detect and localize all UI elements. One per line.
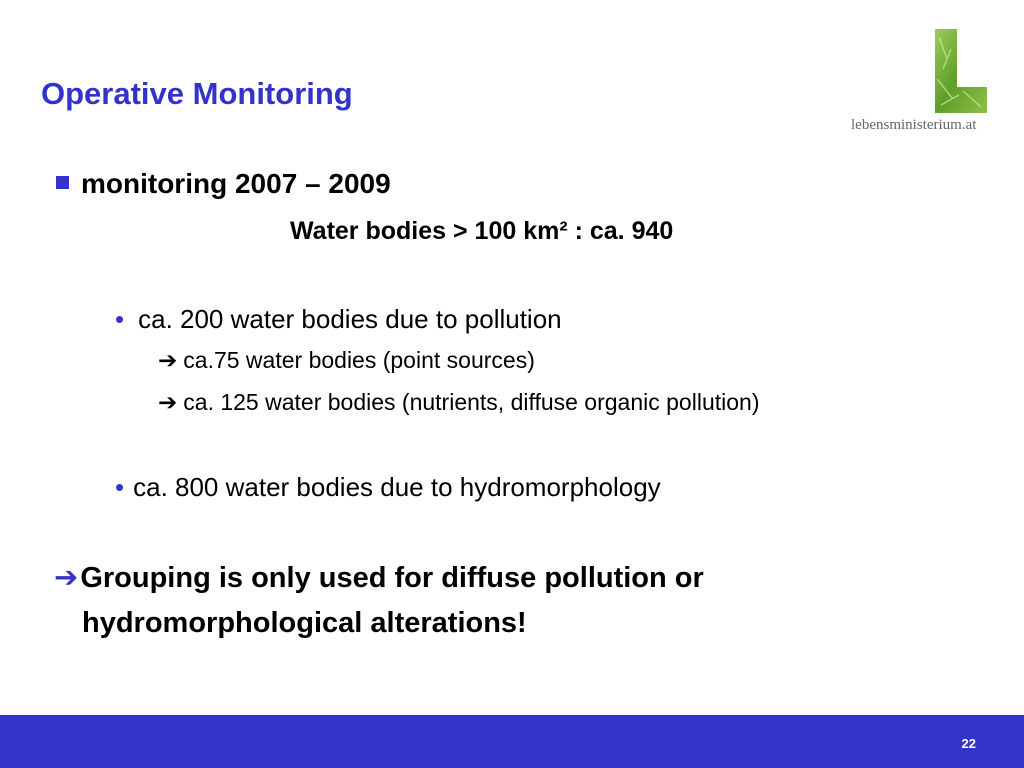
green-l-logo-icon bbox=[933, 29, 989, 113]
heading-text: monitoring 2007 – 2009 bbox=[81, 168, 391, 199]
logo-text: lebensministerium.at bbox=[851, 117, 977, 133]
right-arrow-icon: ➔ bbox=[158, 389, 178, 415]
sub-item-text: ca. 125 water bodies (nutrients, diffuse organic pollution) bbox=[183, 389, 760, 415]
sub-item-text: ca.75 water bodies (point sources) bbox=[183, 347, 535, 373]
bullet-item-pollution bbox=[115, 304, 562, 335]
page-number: 22 bbox=[961, 736, 976, 751]
sub-item-point-sources bbox=[158, 347, 535, 374]
sub-item-nutrients bbox=[158, 389, 759, 416]
subheading: Water bodies > 100 km² : ca. 940 bbox=[290, 217, 674, 245]
square-bullet-icon bbox=[56, 176, 69, 189]
bullet-text: ca. 800 water bodies due to hydromorphology bbox=[133, 472, 661, 502]
footer-bar bbox=[0, 715, 1024, 768]
dot-bullet-icon: • bbox=[115, 304, 125, 334]
slide-title: Operative Monitoring bbox=[41, 76, 353, 111]
conclusion-line-1 bbox=[54, 560, 704, 595]
bullet-item-hydromorphology bbox=[115, 472, 661, 503]
dot-bullet-icon: • bbox=[115, 472, 125, 502]
right-arrow-icon: ➔ bbox=[54, 562, 79, 594]
conclusion-line-2: hydromorphological alterations! bbox=[82, 607, 527, 639]
heading-line bbox=[56, 168, 391, 200]
right-arrow-icon: ➔ bbox=[158, 347, 178, 373]
bullet-text: ca. 200 water bodies due to pollution bbox=[138, 304, 562, 334]
conclusion-text: Grouping is only used for diffuse pollution or bbox=[80, 562, 704, 594]
